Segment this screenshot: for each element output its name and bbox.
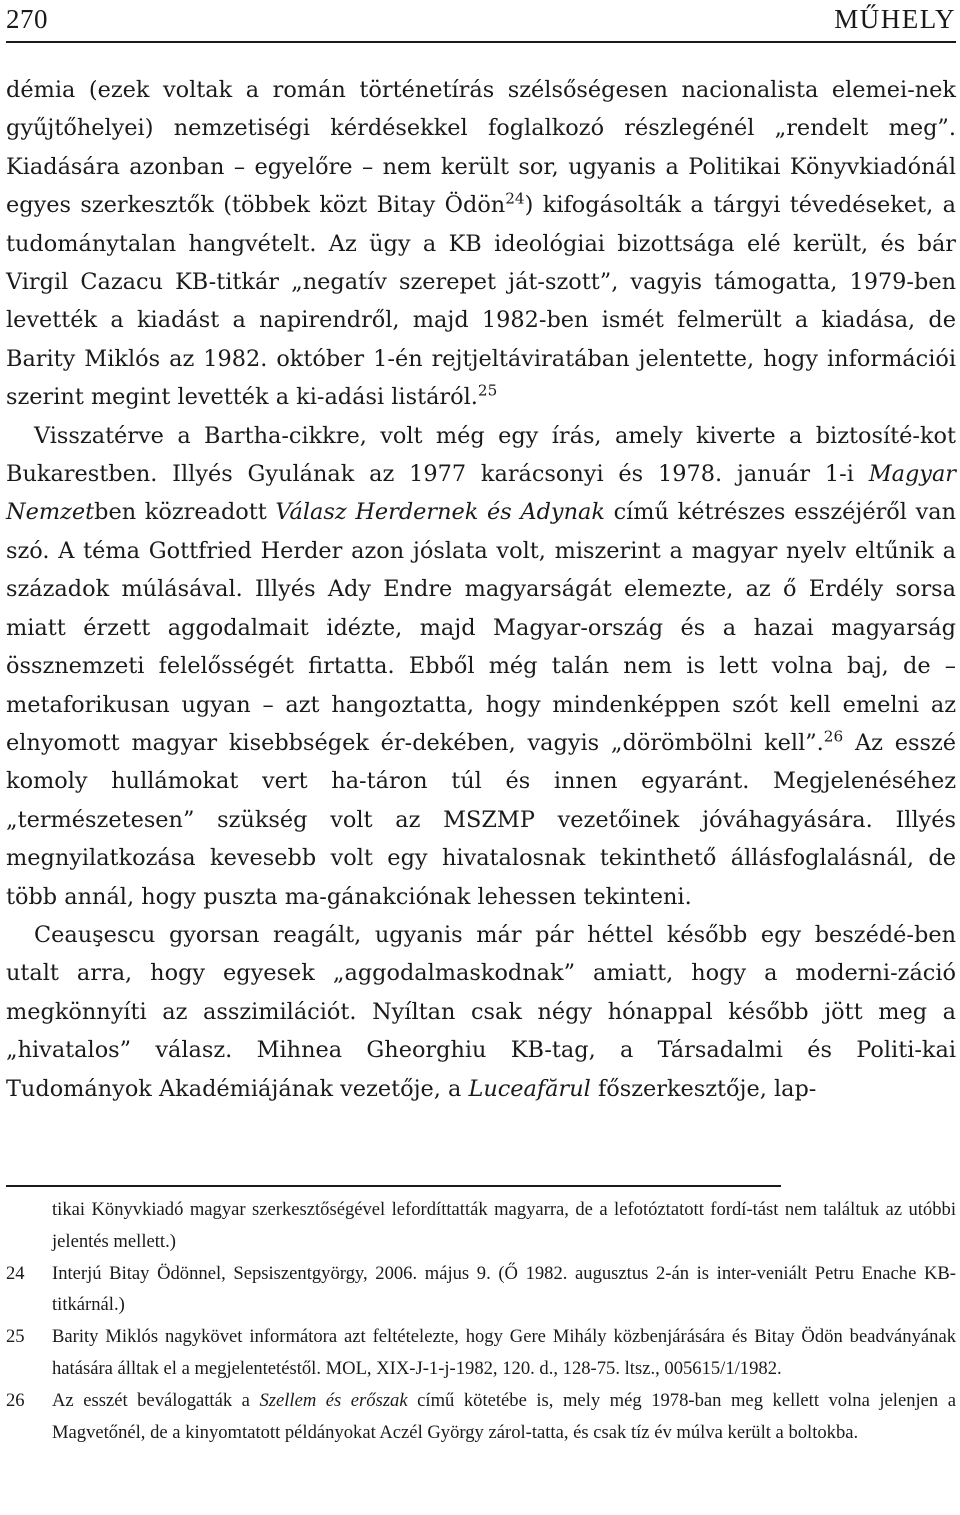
footnotes <box>6 1194 956 1448</box>
text-run: ) kifogásolták a tárgyi tévedéseket, a tudománytalan hangvételt. Az ügy a KB ideológiai bizottsága elé került, és bár Virgil Cazacu KB-titkár „negatív szerepet ját-szott”, vagyis támogatta, 1979-ben levették a kiadást a napirendről, majd 1982-ben ismét felmerült a kiadása, de Barity Miklós az 1982. október 1-én rejtjeltáviratában jelentette, hogy információi szerint megint levették a ki-adási listáról. <box>6 192 956 411</box>
footnote-number: 25 <box>6 1326 25 1348</box>
text-run: Az esszé komoly hullámokat vert ha-táron túl és innen egyaránt. Megjelenéséhez „természetesen” szükség volt az MSZMP vezetőinek jóváhagyására. Illyés megnyilatkozása kevesebb volt egy hivatalosnak tekinthető állásfoglalásnál, de több annál, hogy puszta ma-gánakciónak lehessen tekinteni. <box>6 729 956 910</box>
italic-title: Magyar Nemzet <box>6 461 956 526</box>
footnote-number: 26 <box>6 1389 25 1411</box>
text-run: Ceauşescu gyorsan reagált, ugyanis már pár héttel később egy beszédé-ben utalt arra, hogy egyesek „aggodalmaskodnak” amiatt, hogy a moderni-záció megkönnyíti az asszimilációt. Nyíltan csak négy hónappal később jött meg a „hivatalos” válasz. Mihnea Gheorghiu KB-tag, a Társadalmi és Politi-kai Tudományok Akadémiájának vezetője, a <box>6 921 956 1102</box>
footnote-rule <box>6 1185 781 1187</box>
header-rule <box>6 41 956 43</box>
footnote <box>6 1321 956 1385</box>
footnote <box>6 1385 956 1449</box>
text-run: Az esszét beválogatták a <box>52 1389 260 1411</box>
text-run: Interjú Bitay Ödönnel, Sepsiszentgyörgy, 2006. május 9. (Ő 1982. augusztus 2-án is inter-veniált Petru Enache KB-titkárnál.) <box>52 1262 956 1316</box>
footnote <box>6 1194 956 1258</box>
page-number: 270 <box>6 4 48 34</box>
footnote-ref: 25 <box>477 381 498 400</box>
italic-title: Válasz Herdernek és Adynak <box>275 499 605 526</box>
paragraph <box>6 916 956 1108</box>
text-run: démia (ezek voltak a román történetírás szélsőségesen nacionalista elemei-nek gyűjtőhelyei) nemzetiségi kérdésekkel foglalkozó részlegénél „rendelt meg”. Kiadására azonban – egyelőre – nem került sor, ugyanis a Politikai Könyvkiadónál egyes szerkesztők (többek közt Bitay Ödön <box>6 77 956 219</box>
italic-title: Luceafărul <box>468 1075 591 1102</box>
text-run: tikai Könyvkiadó magyar szerkesztőségével lefordíttatták magyarra, de a lefotóztatott fordí-tást nem találtuk az utóbbi jelentés mellett.) <box>52 1199 956 1252</box>
text-run: Visszatérve a Bartha-cikkre, volt még egy írás, amely kiverte a biztosíté-kot Bukarestben. Illyés Gyulának az 1977 karácsonyi és 1978. január 1-i <box>6 422 956 488</box>
body-text <box>6 71 956 1108</box>
footnote <box>6 1258 956 1322</box>
text-run: ben közreadott <box>94 499 276 526</box>
text-run: főszerkesztője, lap- <box>590 1075 817 1102</box>
italic-title: Szellem és erőszak <box>259 1389 408 1411</box>
running-header <box>6 4 956 38</box>
paragraph <box>6 71 956 417</box>
paragraph <box>6 417 956 916</box>
text-run: Barity Miklós nagykövet informátora azt feltételezte, hogy Gere Mihály közbenjárására és Bitay Ödön beadványának hatására álltak el a megjelentetéstől. MOL, XIX-J-1-j-1982, 120. d., 128-75. ltsz., 005615/1/1982. <box>52 1326 956 1379</box>
footnote-number: 24 <box>6 1262 25 1284</box>
section-title: MŰHELY <box>834 4 956 34</box>
footnote-ref: 26 <box>823 727 844 746</box>
footnote-ref: 24 <box>505 189 525 208</box>
text-run: című kétrészes esszéjéről van szó. A téma Gottfried Herder azon jóslata volt, miszerint a magyar nyelv eltűnik a századok múlásával. Illyés Ady Endre magyarságát elemezte, az ő Erdély sorsa miatt érzett aggodalmait idézte, majd Magyar-ország és a hazai magyarság össznemzeti felelősségét firtatta. Ebből még talán nem is lett volna baj, de – metaforikusan ugyan – azt hangoztatta, hogy mindenképpen szót kell emelni az elnyomott magyar kisebbségek ér-dekében, vagyis „dörömbölni kell”. <box>6 499 956 756</box>
text-run: című kötetébe is, mely még 1978-ban meg kellett volna jelenjen a Magvetőnél, de a kinyomtatott példányokat Aczél György zárol-tatta, és csak tíz év múlva került a boltokba. <box>52 1389 956 1443</box>
